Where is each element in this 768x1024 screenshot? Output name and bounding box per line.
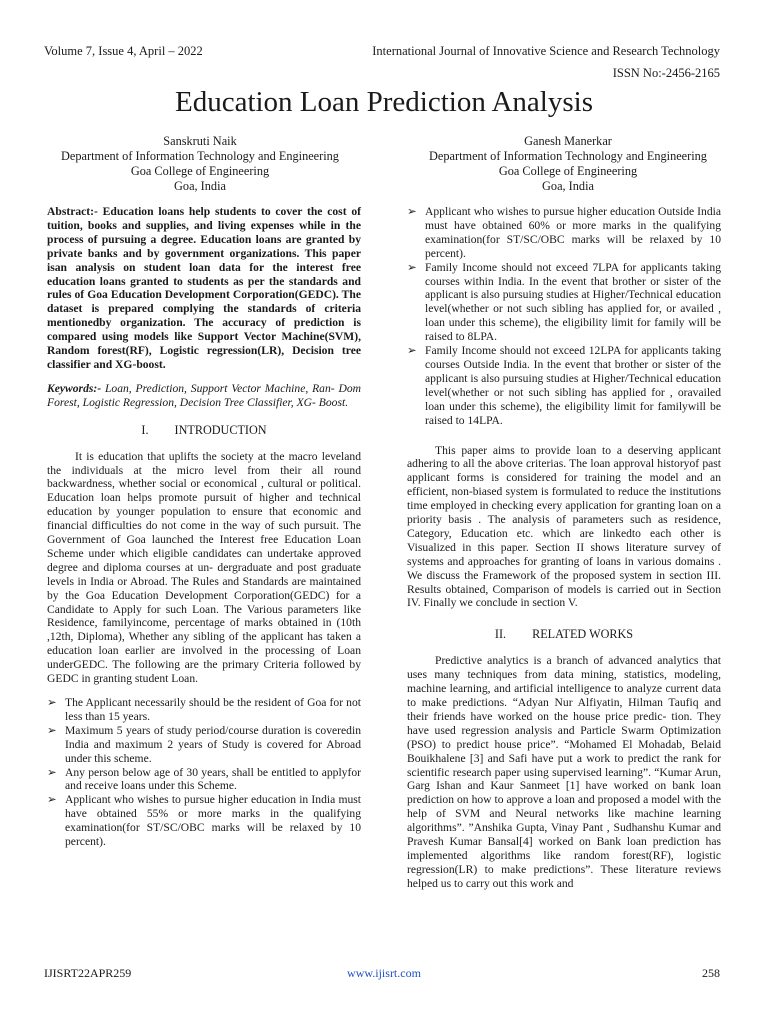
author-dept: Department of Information Technology and Engineering [61, 149, 339, 163]
paper-id: IJISRT22APR259 [44, 966, 132, 980]
list-item: ➢ Family Income should not exceed 7LPA for applicants taking courses within India. In the event that brother or sister of the applicant is also pursuing studies at Higher/Technical education level(whether or not such sibling has applied for, or availed , loan under this scheme), the eligibility limit for family will be raised to 8LPA. [407, 260, 721, 344]
list-item: ➢ The Applicant necessarily should be the resident of Goa for not less than 15 years. [47, 696, 361, 723]
arrow-bullet-icon: ➢ [47, 723, 57, 737]
right-column [407, 205, 721, 891]
page-number: 258 [702, 966, 720, 980]
arrow-bullet-icon: ➢ [407, 260, 417, 274]
abstract [47, 205, 361, 372]
list-item: ➢ Applicant who wishes to pursue higher education in India must have obtained 55% or more marks in the qualifying examination(for ST/SC/OBC marks will be relaxed by 10 percent). [47, 793, 361, 849]
section-number: II. [494, 627, 507, 642]
section-title: RELATED WORKS [532, 627, 634, 642]
journal-website-link[interactable]: www.ijisrt.com [347, 966, 421, 980]
section-heading-introduction [47, 424, 361, 438]
criteria-list-left [47, 696, 361, 849]
author-name: Ganesh Manerkar [524, 134, 612, 148]
abstract-label: Abstract:- [47, 205, 98, 218]
abstract-text: Education loans help students to cover the cost of tuition, books and supplies, and living expenses while in the process of pursuing a degree. Education loans are granted by private banks and by government organizations. This paper isan analysis on student loan data for the interest free education loans granted to students as per the standards and rules of Goa Education Development Corporation(GEDC). The dataset is prepared complying the standards of criteria mentionedby organization. The accuracy of prediction is compared using models like Support Vector Machine(SVM), Random forest(RF), Logistic regression(LR), Decision tree classifier and XG-boost. [47, 205, 361, 371]
paper-title: Education Loan Prediction Analysis [174, 86, 593, 118]
journal-name: International Journal of Innovative Science and Research Technology [372, 44, 720, 58]
related-works-paragraph: Predictive analytics is a branch of advanced analytics that uses many techniques from data mining, statistics, modeling, machine learning, and artificial intelligence to analyze current data to make predictions. “Adyan Nur Alfiyatin, Hilman Taufiq and their friends have worked on the house price predic- tion. They have used regression analysis and Particle Swarm Optimization (PSO) to predict house price”. “Mohamed El Mohadab, Belaid Bouikhalene [3] and Safi have put a work to predict the rank for scientific research paper using supervised learning”. “Kumar Arun, Garg Ishan and Kaur Sanmeet [1] have worked on bank loan prediction on how to approve a loan and proposed a model with the help of SVM and Neural networks like machine learning algorithms”. ”Anshika Gupta, Vinay Pant , Sudhanshu Kumar and Pravesh Kumar Bansal[4] worked on Bank loan prediction has implemented algorithms like random forest(RF), logistic regression(LR) to make predictions”. These literature reviews helped us to carry out this work and [407, 654, 721, 890]
journal-volume: Volume 7, Issue 4, April – 2022 [44, 44, 203, 58]
arrow-bullet-icon: ➢ [407, 344, 417, 358]
author-place: Goa, India [174, 179, 226, 193]
arrow-bullet-icon: ➢ [47, 793, 57, 807]
keywords-text: Loan, Prediction, Support Vector Machine, Ran- Dom Forest, Logistic Regression, Decision Tree Classifier, XG- Boost. [47, 381, 361, 409]
author-dept: Department of Information Technology and Engineering [429, 149, 707, 163]
arrow-bullet-icon: ➢ [47, 696, 57, 709]
issn: ISSN No:-2456-2165 [612, 66, 720, 80]
author-name: Sanskruti Naik [163, 134, 237, 148]
list-item: ➢ Any person below age of 30 years, shall be entitled to applyfor and receive loans under this Scheme. [47, 765, 361, 793]
author-block-1 [30, 134, 370, 194]
arrow-bullet-icon: ➢ [407, 205, 417, 218]
author-block-2 [398, 134, 738, 194]
author-place: Goa, India [542, 179, 594, 193]
list-item: ➢ Applicant who wishes to pursue higher education Outside India must have obtained 60% or more marks in the qualifying examination(for ST/SC/OBC marks will be relaxed by 10 percent). [407, 205, 721, 260]
intro-paragraph: It is education that uplifts the society at the macro leveland the individuals at the micro level from their all round backwardness, whether social or economical , cultural or political. Education loan helps promote pursuit of higher and technical education by younger population to ensure that economic and financial difficulties do not come in the way of such pursuit. The Government of Goa launched the Interest free Education Loan Scheme under which eligible candidates can undertake approved degree and diploma courses at un- dergraduate and post graduate levels in India or Abroad. The Rules and Standards are maintained by the Goa Education Development Corporation(GEDC) for a Candidate to Apply for such Loan. The Various parameters like Residence, familyincome, percentage of marks obtained in (10th ,12th, Diploma), Whether any sibling of the applicant has taken a education loan earlier are involved in the processing of Loan underGEDC. The following are the primary Criteria followed by GEDC in granting student Loan. [47, 449, 361, 686]
keywords-label: Keywords:- [47, 381, 102, 395]
arrow-bullet-icon: ➢ [47, 765, 57, 779]
aim-paragraph: This paper aims to provide loan to a deserving applicant adhering to all the above criterias. The loan approval historyof past applicant forms is considered for training the model and an efficient, non-biased system is formulated to reduce the institutions time employed in checking every application for granting loan on a priority basis . The analysis of parameters such as residence, Category, Education etc. which are linkedto each other is Visualized in this paper. Section II shows literature survey of systems and approaches for granting of loans in various domains . We discuss the Framework of the proposed system in section III. Results obtained, Comparison of models is carried out in Section IV. Finally we conclude in section V. [407, 443, 721, 610]
author-college: Goa College of Engineering [498, 164, 638, 178]
list-item: ➢ Family Income should not exceed 12LPA for applicants taking courses Outside India. In the event that brother or sister of the applicant is also pursuing studies at Higher/Technical education level(whether or not such sibling has applied for , oravailed loan under this scheme), the eligibility limit for familywill be raised to 14LPA. [407, 344, 721, 427]
author-college: Goa College of Engineering [130, 164, 270, 178]
keywords [47, 382, 361, 410]
section-number: I. [141, 422, 149, 437]
section-title: INTRODUCTION [174, 422, 267, 437]
criteria-list-right [407, 205, 721, 428]
section-heading-related-works [407, 628, 721, 642]
list-item: ➢ Maximum 5 years of study period/course duration is coveredin India and maximum 2 years of Study is covered for Abroad under this scheme. [47, 723, 361, 765]
left-column [47, 205, 361, 849]
